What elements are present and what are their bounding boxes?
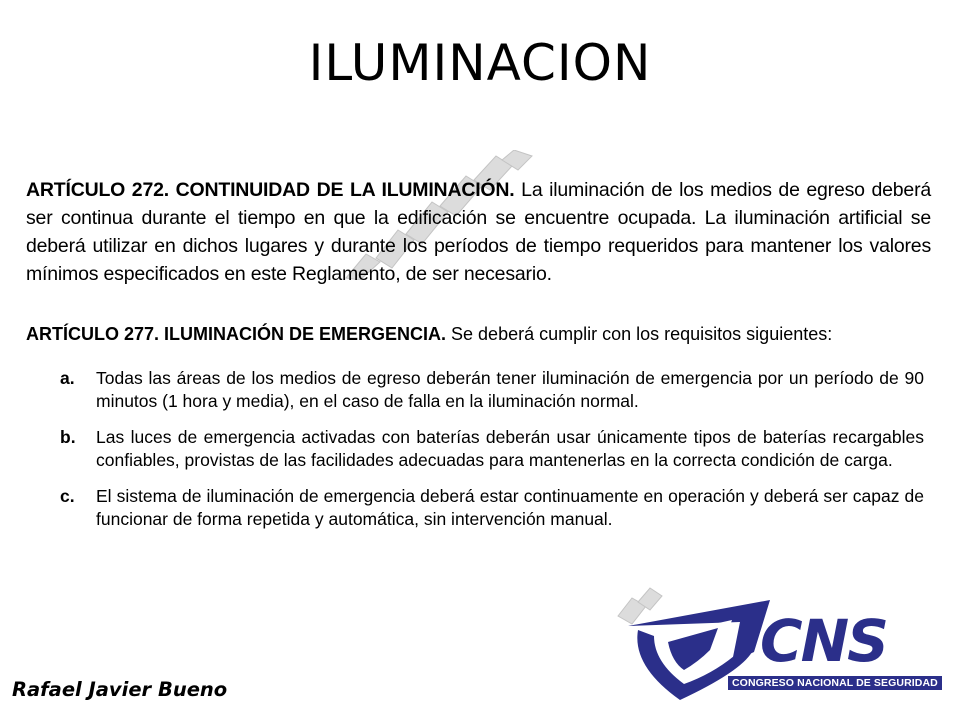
list-item-text: Todas las áreas de los medios de egreso deberán tener iluminación de emergencia por un período de 90 minutos (1 hora y media), en el caso de falla en la iluminación normal. <box>96 368 924 411</box>
list-item-text: El sistema de iluminación de emergencia deberá estar continuamente en operación y deberá ser capaz de funcionar de forma repetida y automática, sin intervención manual. <box>96 486 924 529</box>
article-272-body: La iluminación de los medios de egreso deberá ser continua durante el tiempo en que la edificación se encuentre ocupada. La iluminación artificial se deberá utilizar en dichos lugares y durante los períodos de tiempo requeridos para mantener los valores mínimos especificados en este Reglamento, de ser necesario. <box>26 179 932 285</box>
list-item <box>60 367 924 412</box>
logo-wordmark: CNS <box>760 607 887 675</box>
article-277-intro: Se deberá cumplir con los requisitos siguientes: <box>446 324 833 344</box>
list-item-label: c. <box>60 486 75 506</box>
author-name: Rafael Javier Bueno <box>12 678 228 701</box>
list-item-label: a. <box>60 368 75 388</box>
article-272-heading: ARTÍCULO 272. CONTINUIDAD DE LA ILUMINACIÓN. <box>26 179 515 201</box>
requirements-list <box>60 367 924 544</box>
article-272-paragraph <box>26 176 931 288</box>
list-item-label: b. <box>60 427 76 447</box>
list-item <box>60 426 924 471</box>
article-277-paragraph <box>26 320 931 348</box>
article-277-heading: ARTÍCULO 277. ILUMINACIÓN DE EMERGENCIA. <box>26 324 447 344</box>
list-item-text: Las luces de emergencia activadas con baterías deberán usar únicamente tipos de baterías recargables confiables, provistas de las facilidades adecuadas para mantenerlas en la correcta condición de carga. <box>96 427 924 470</box>
slide-title: ILUMINACION <box>308 34 652 92</box>
list-item <box>60 485 924 530</box>
logo-subtitle: CONGRESO NACIONAL DE SEGURIDAD <box>728 676 942 690</box>
